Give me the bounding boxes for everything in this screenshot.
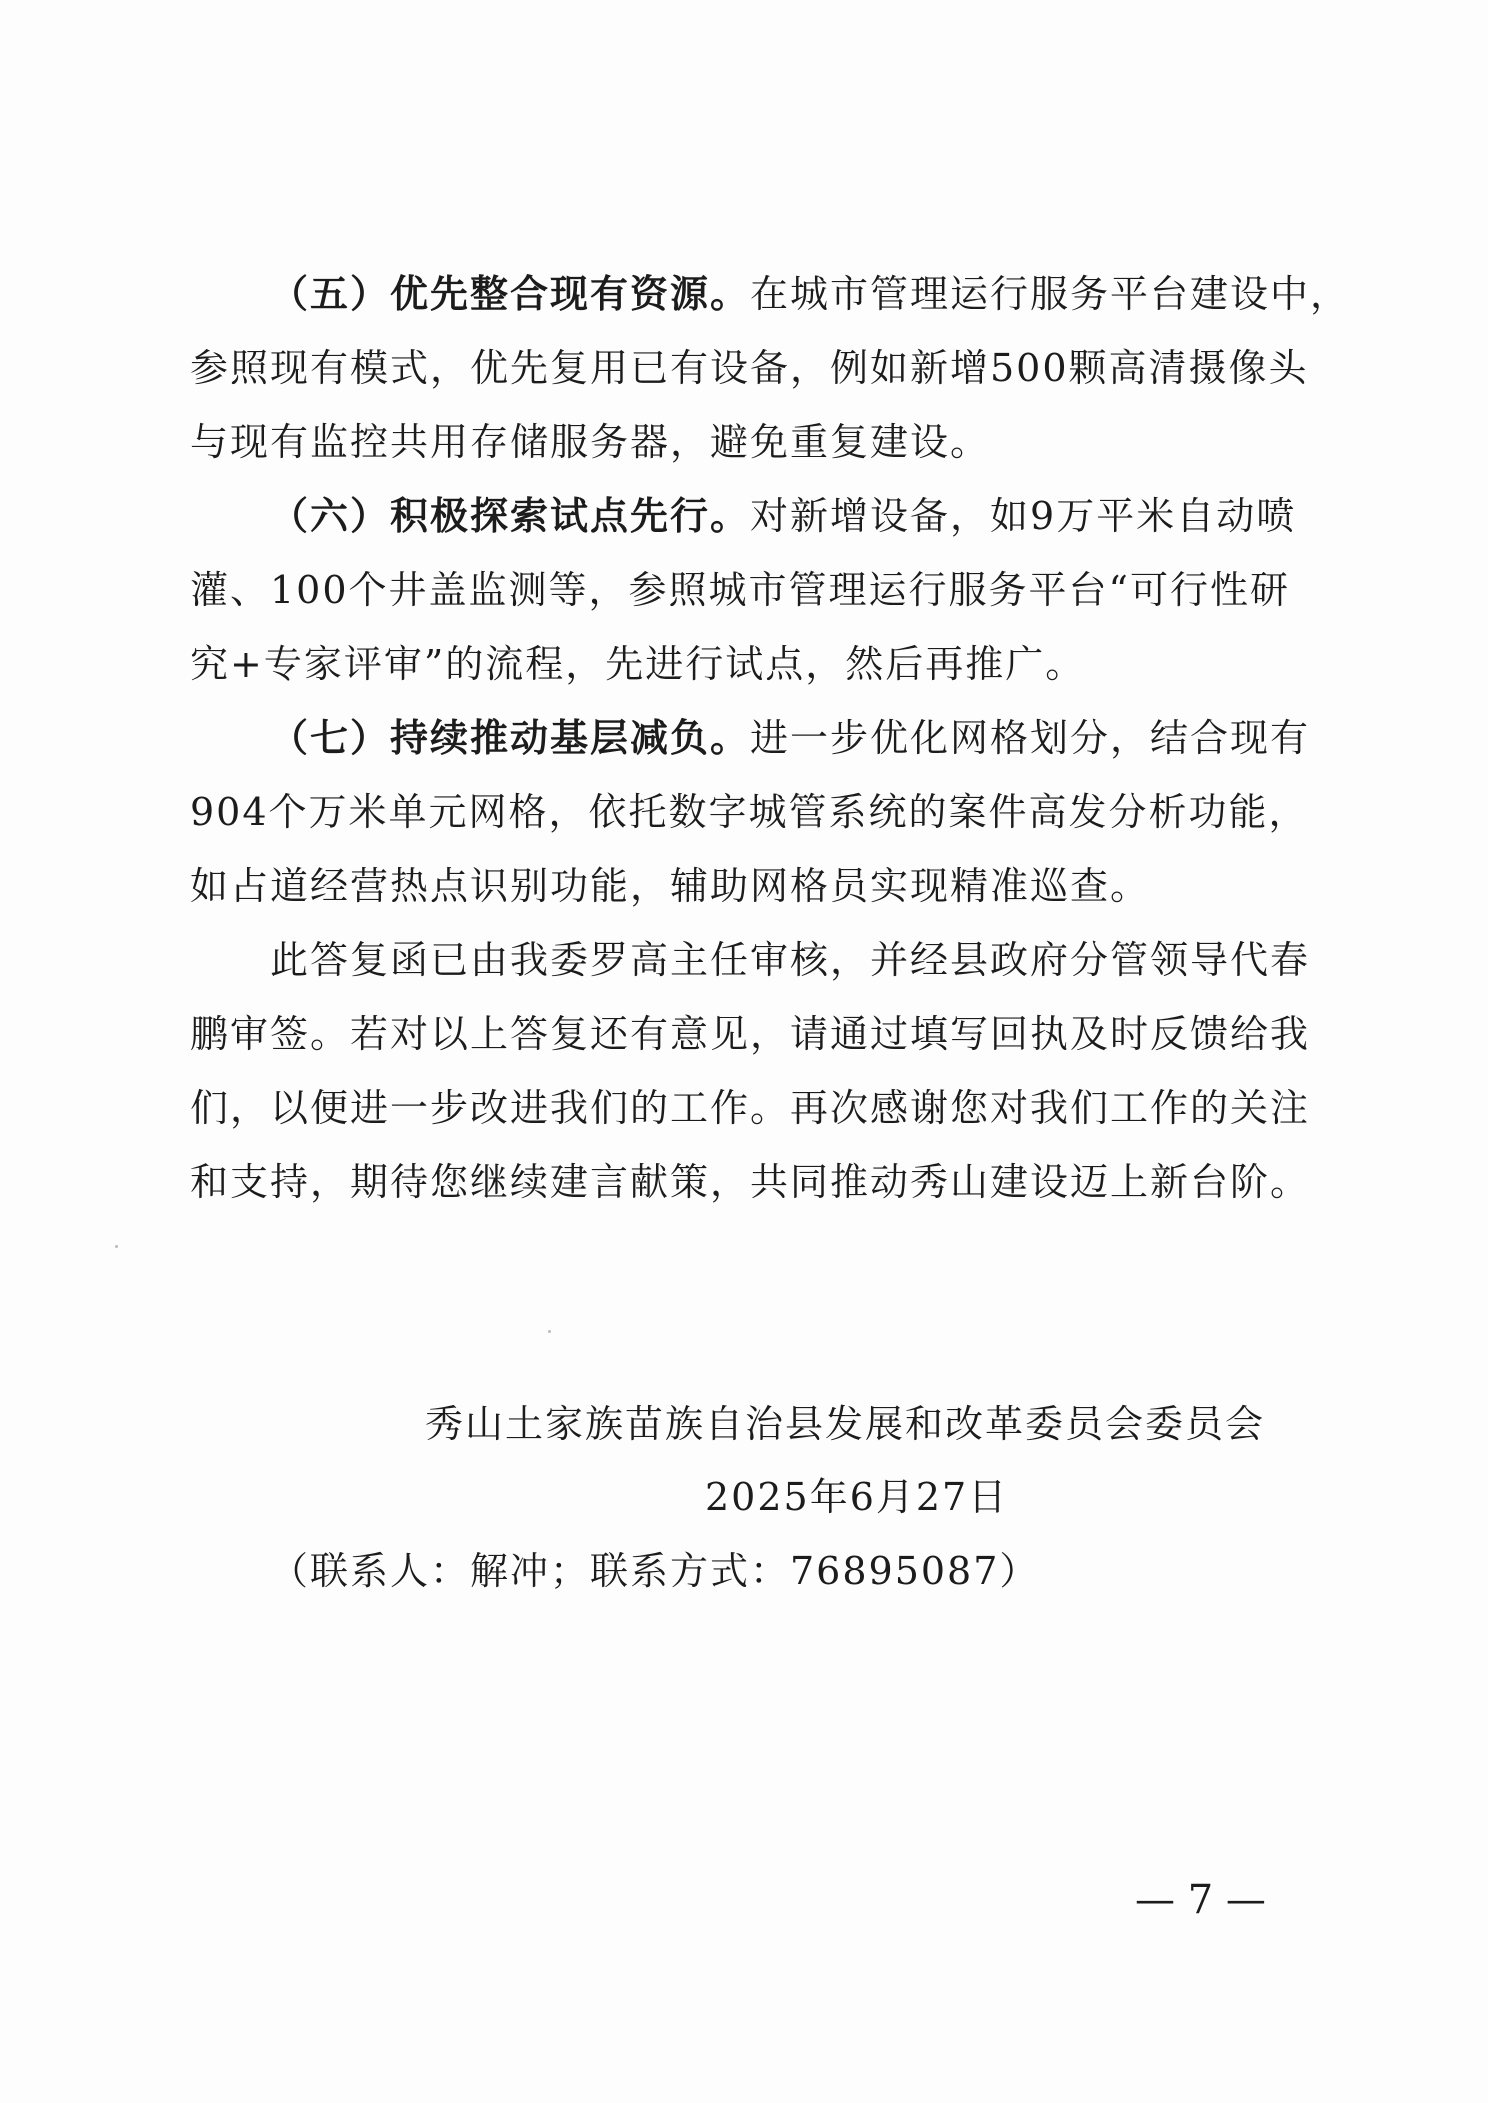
scan-speck <box>115 1245 118 1248</box>
section-6-line-2: 灌、100个井盖监测等，参照城市管理运行服务平台“可行性研 <box>190 568 1290 612</box>
section-6-text: 对新增设备，如9万平米自动喷 <box>750 494 1297 538</box>
section-5-line-3: 与现有监控共用存储服务器，避免重复建设。 <box>190 420 991 464</box>
section-7-line-1 <box>270 715 1370 760</box>
section-7-text: 进一步优化网格划分，结合现有 <box>750 716 1311 760</box>
section-7-heading: （七）持续推动基层减负。 <box>270 715 751 760</box>
closing-line-4: 和支持，期待您继续建言献策，共同推动秀山建设迈上新台阶。 <box>190 1160 1311 1204</box>
section-6-line-3: 究+专家评审”的流程，先进行试点，然后再推广。 <box>190 642 1086 686</box>
section-5-line-2: 参照现有模式，优先复用已有设备，例如新增500颗高清摄像头 <box>190 346 1309 390</box>
section-6-heading: （六）积极探索试点先行。 <box>270 493 751 538</box>
signing-date: 2025年6月27日 <box>705 1475 1009 1519</box>
scan-speck <box>548 1330 551 1333</box>
section-5-line-1 <box>270 271 1370 316</box>
closing-line-2: 鹏审签。若对以上答复还有意见，请通过填写回执及时反馈给我 <box>190 1012 1311 1056</box>
section-7-line-2: 904个万米单元网格，依托数字城管系统的案件高发分析功能， <box>190 790 1309 834</box>
section-5-text: 在城市管理运行服务平台建设中， <box>750 272 1351 316</box>
page-number: — 7 — <box>1135 1877 1266 1923</box>
section-6-line-1 <box>270 493 1370 538</box>
closing-line-1: 此答复函已由我委罗高主任审核，并经县政府分管领导代春 <box>270 938 1311 982</box>
section-5-heading: （五）优先整合现有资源。 <box>270 271 751 316</box>
signing-organization: 秀山土家族苗族自治县发展和改革委员会委员会 <box>425 1402 1266 1446</box>
section-7-line-3: 如占道经营热点识别功能，辅助网格员实现精准巡查。 <box>190 864 1151 908</box>
contact-info: （联系人：解冲；联系方式：76895087） <box>270 1549 1040 1593</box>
closing-line-3: 们，以便进一步改进我们的工作。再次感谢您对我们工作的关注 <box>190 1086 1311 1130</box>
